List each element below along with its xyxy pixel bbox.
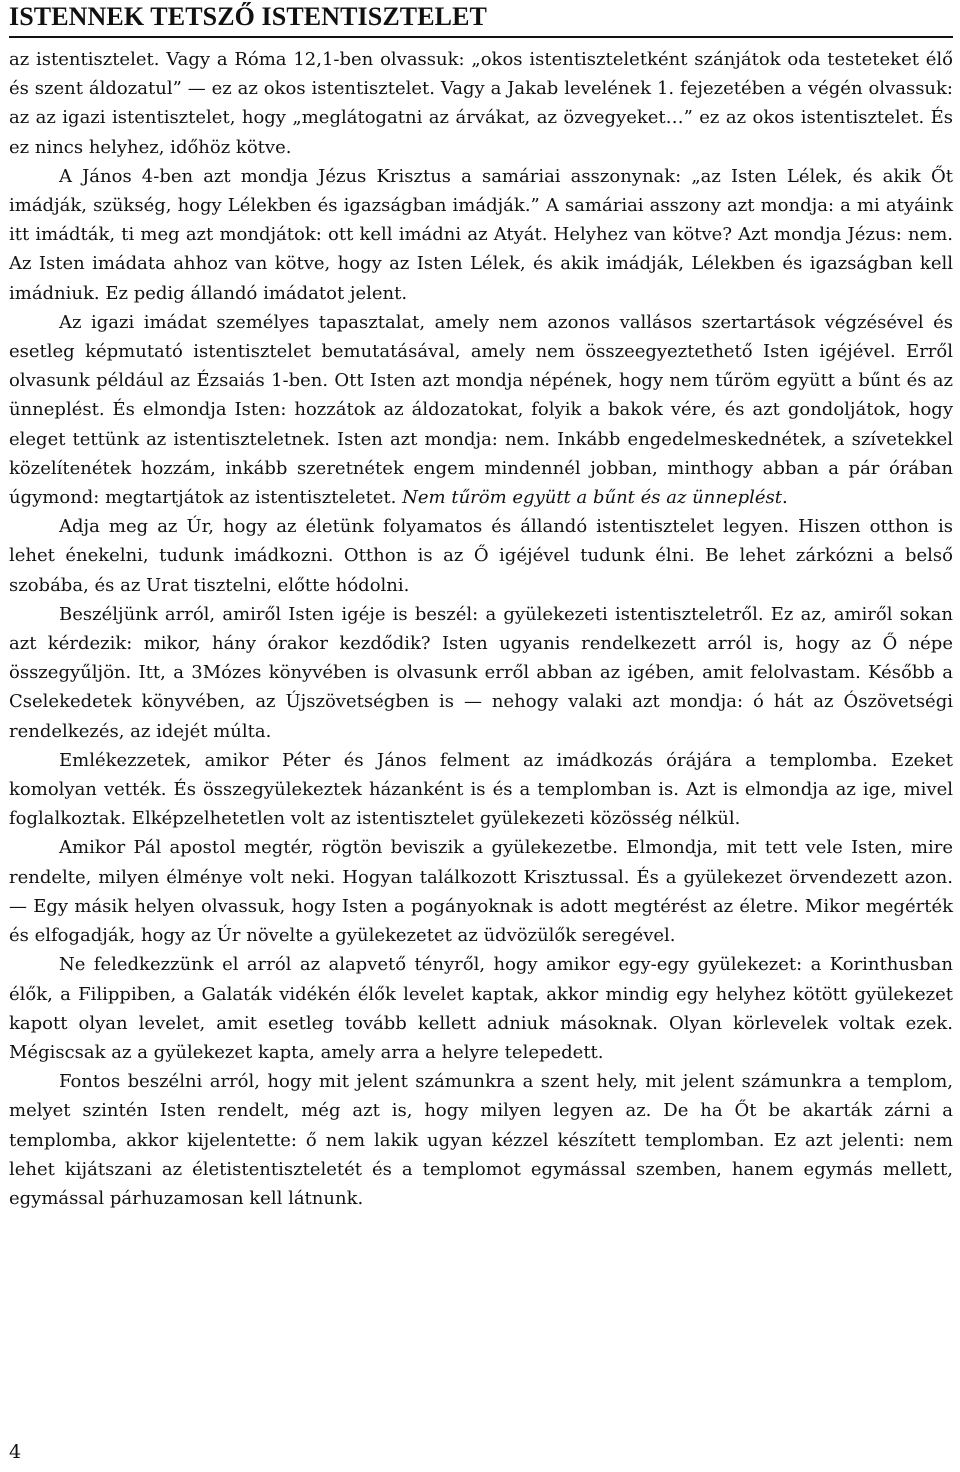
paragraph: Adja meg az Úr, hogy az életünk folyamatos és állandó istentisztelet legyen. Hiszen otthon is lehet énekelni, tudunk imádkozni. Otthon is az Ő igéjével tudunk élni. Be lehet zárkózni a belső szobába, és az Urat tisztelni, előtte hódolni. [9, 516, 953, 596]
paragraph: Beszéljünk arról, amiről Isten igéje is beszél: a gyülekezeti istentiszteletről. Ez az, amiről sokan azt kérdezik: mikor, hány órakor kezdődik? Isten ugyanis rendelkezett arról is, hogy az Ő népe összegyűljön. Itt, a 3Mózes könyvében is olvasunk erről abban az igében, amit felolvastam. Később a Cselekedetek könyvében, az Újszövetségben is — nehogy valaki azt mondja: ó hát az Ószövetségi rendelkezés, az idejét múlta. [9, 603, 953, 742]
paragraph: Amikor Pál apostol megtér, rögtön beviszik a gyülekezetbe. Elmondja, mit tett vele Isten, mire rendelte, milyen élménye volt neki. Hogyan találkozott Krisztussal. És a gyülekezet örvendezett azon. — Egy másik helyen olvassuk, hogy Isten a pogányoknak is adott megtérést az életre. Mikor megérték és elfogadják, hogy az Úr növelte a gyülekezetet az üdvözülők seregével. [9, 837, 953, 947]
paragraph: Ne feledkezzünk el arról az alapvető tényről, hogy amikor egy-egy gyülekezet: a Korinthusban élők, a Filippiben, a Galaták vidékén élők levelet kaptak, akkor mindig egy helyhez kötött gyülekezet kapott olyan levelet, amit esetleg tovább kellett adniuk másoknak. Olyan körlevelek voltak ezek. Mégiscsak az a gyülekezet kapta, amely arra a helyre telepedett. [9, 954, 953, 1063]
running-header-title: ISTENNEK TETSZŐ ISTENTISZTELET [9, 2, 487, 31]
paragraph: A János 4-ben azt mondja Jézus Krisztus a samáriai asszonynak: „az Isten Lélek, és akik Őt imádják, szükség, hogy Lélekben és igazságban imádják.” A samáriai asszony azt mondja: a mi atyáink itt imádták, ti meg azt mondjátok: ott kell imádni az Atyát. Helyhez van kötve? Azt mondja Jézus: nem. Az Isten imádata ahhoz van kötve, hogy az Isten Lélek, és akik imádják, Lélekben és igazságban kell imádniuk. Ez pedig állandó imádatot jelent. [9, 165, 953, 304]
paragraph: Fontos beszélni arról, hogy mit jelent számunkra a szent hely, mit jelent számunkra a templom, melyet szintén Isten rendelt, még azt is, hogy milyen legyen az. De ha Őt be akarták zárni a templomba, akkor kijelentette: ő nem lakik ugyan kézzel készített templomban. Ez azt jelenti: nem lehet kijátszani az életistentiszteletét és a templomot egymással szemben, hanem egymás mellett, egymással párhuzamosan kell látnunk. [9, 1071, 953, 1209]
page-number: 4 [9, 1441, 22, 1463]
paragraph: Emlékezzetek, amikor Péter és János felment az imádkozás órájára a templomba. Ezeket komolyan vették. És összegyülekeztek házanként is és a templomban is. Azt is elmondja az ige, mivel foglalkoztak. Elképzelhetetlen volt az istentisztelet gyülekezeti közösség nélkül. [9, 749, 953, 830]
paragraph: az istentisztelet. Vagy a Róma 12,1-ben olvassuk: „okos istentiszteletként szánjátok oda testeteket élő és szent áldozatul” — ez az okos istentisztelet. Vagy a Jakab levelének 1. fejezetében a végén olvassuk: az az igazi istentisztelet, hogy „meglátogatni az árvákat, az özvegyeket…” ez az okos istentisztelet. És ez nincs helyhez, időhöz kötve. [9, 49, 953, 158]
paragraph: Az igazi imádat személyes tapasztalat, amely nem azonos vallásos szertartások végzésével és esetleg képmutató istentisztelet bemutatásával, amely nem összeegyeztethető Isten igéjével. Erről olvasunk például az Ézsaiás 1-ben. Ott Isten azt mondja népének, hogy nem tűröm együtt a bűnt és az ünneplést. És elmondja Isten: hozzátok az áldozatokat, folyik a bakok vére, és azt gondoljátok, hogy eleget tettünk az istentiszteletnek. Isten azt mondja: nem. Inkább engedelmeskednétek, a szívetekkel közelítenétek hozzám, inkább szeretnétek engem mindennél jobban, minthogy abban a pár órában úgymond: megtartjátok az istentiszteletet. Nem tűröm együtt a bűnt és az ünneplést. [9, 311, 953, 509]
page [9, 0, 953, 1213]
running-header [9, 0, 953, 38]
body-text [9, 45, 953, 1213]
italic-quote: Nem tűröm együtt a bűnt és az ünneplést [402, 487, 783, 509]
